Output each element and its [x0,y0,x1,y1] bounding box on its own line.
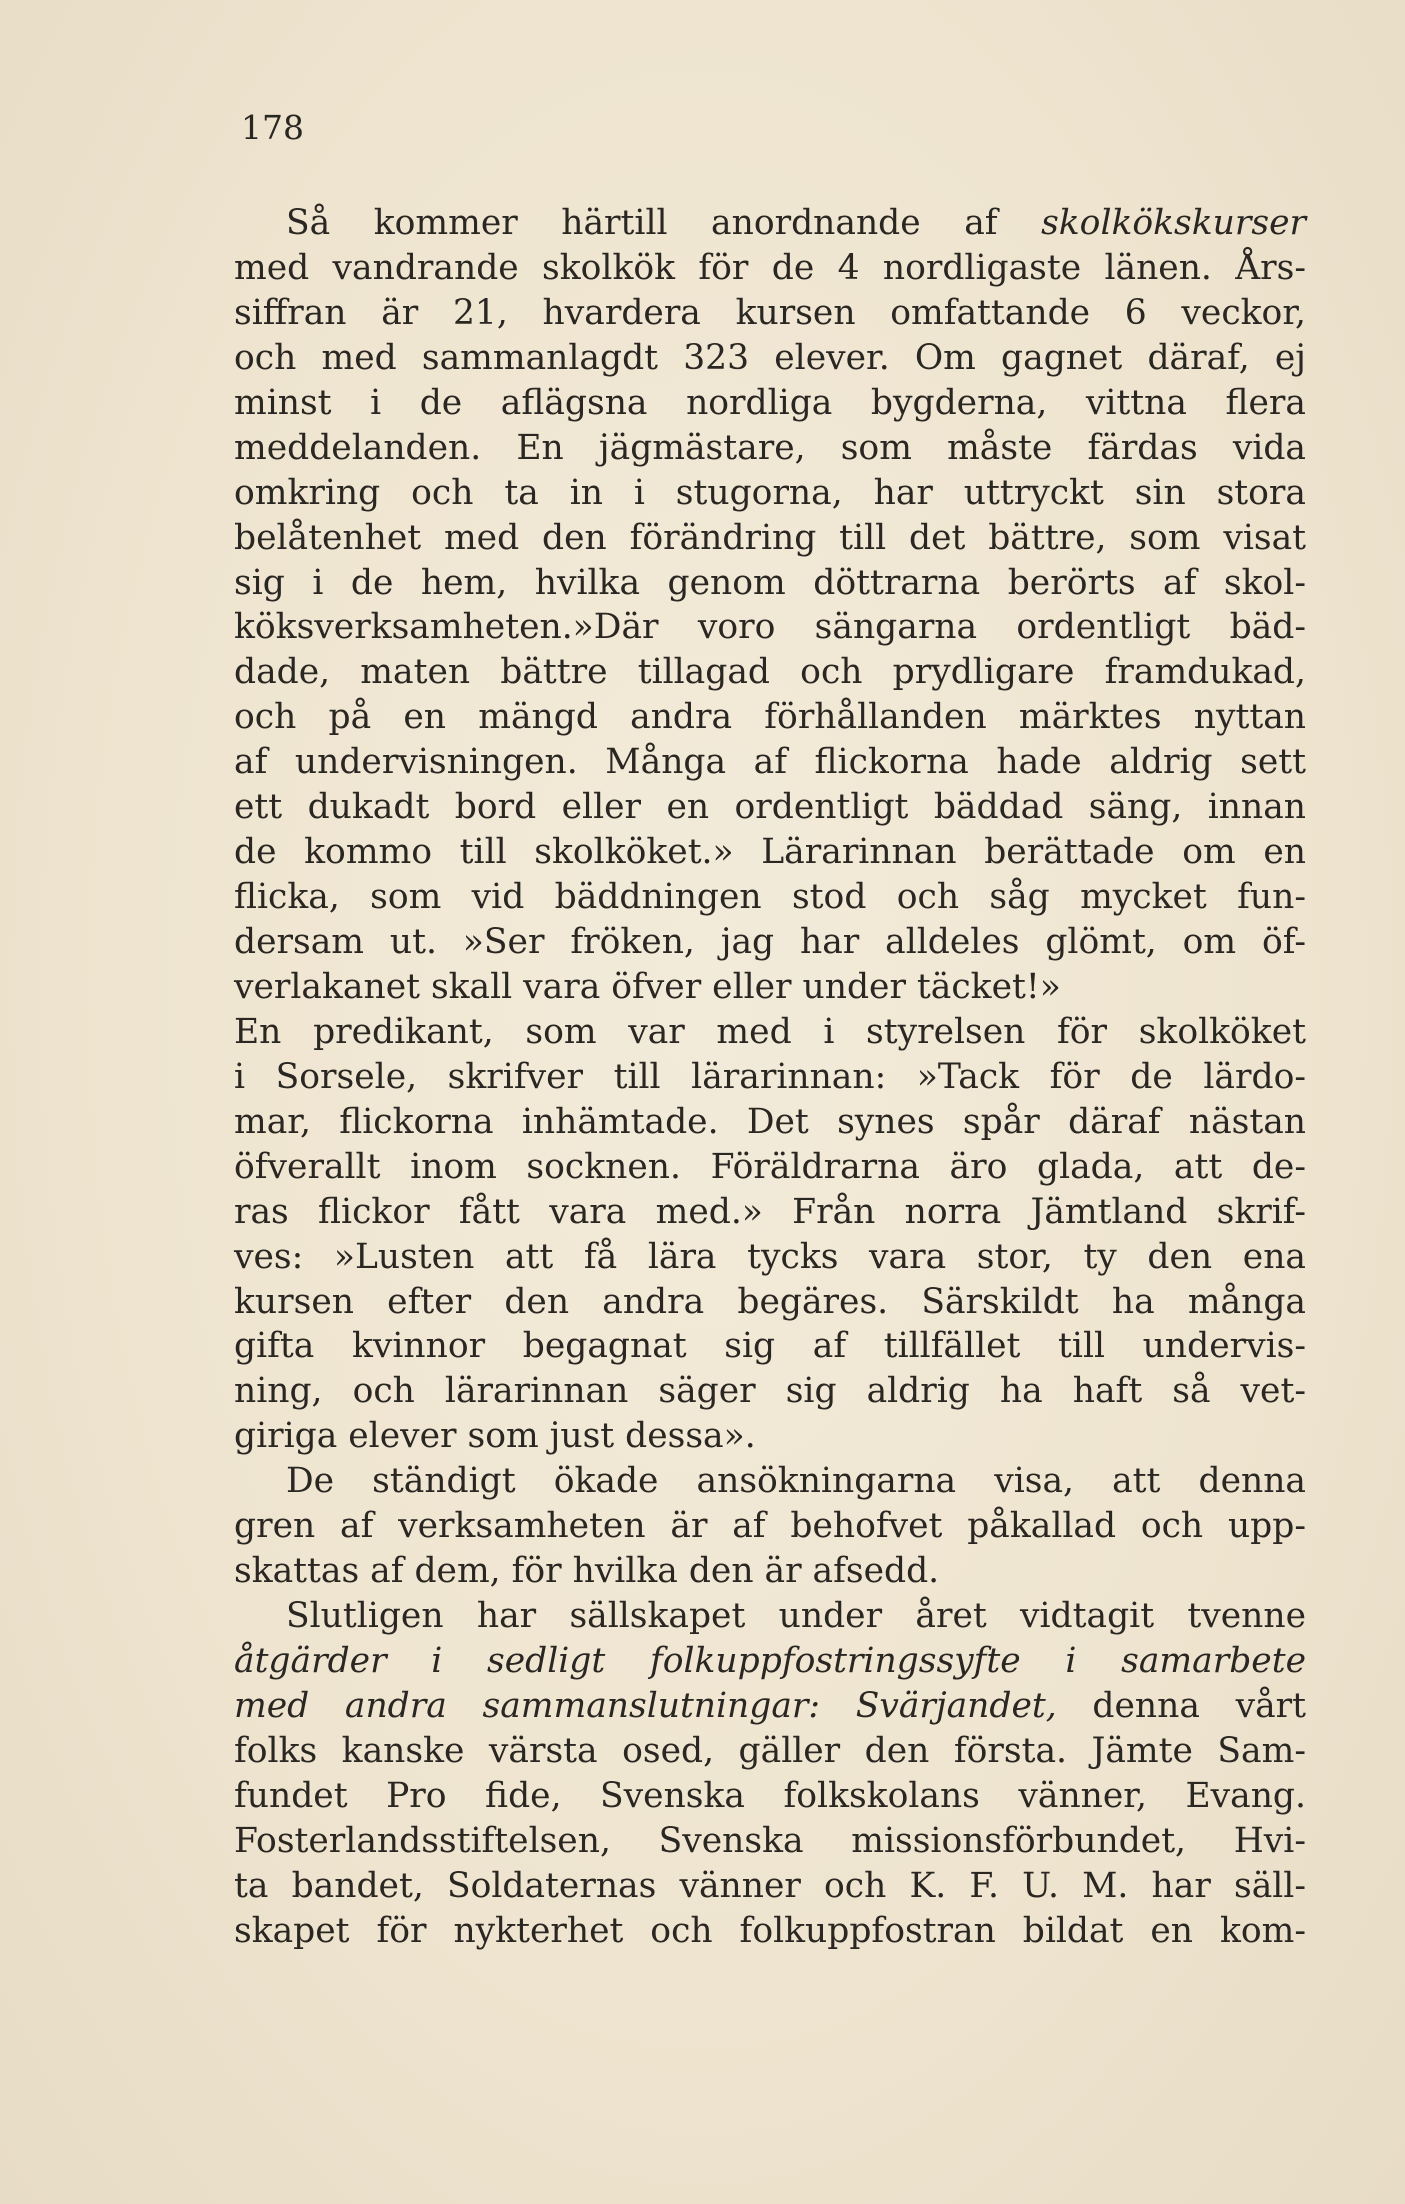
text-line [234,516,1306,561]
text-line [234,291,1306,336]
text-segment: skapet för nykterhet och folkuppfostran bildat en kom- [234,1910,1306,1951]
text-line [234,920,1306,965]
text-line [234,965,1306,1010]
text-line [234,1145,1306,1190]
text-segment: belåtenhet med den förändring till det bättre, som visat [234,517,1306,558]
text-line [234,830,1306,875]
text-segment: ta bandet, Soldaternas vänner och K. F. U. M. har säll- [234,1865,1306,1906]
text-segment: af undervisningen. Många af flickorna hade aldrig sett [234,742,1306,783]
text-segment: ras flickor fått vara med.» Från norra Jämtland skrif- [234,1191,1306,1232]
text-segment: med vandrande skolkök för de 4 nordligaste länen. Års- [234,247,1306,288]
text-segment: dade, maten bättre tillagad och prydligare framdukad, [234,652,1306,693]
body-text [234,201,1306,1954]
text-segment: Slutligen har sällskapet under året vidtagit tvenne [286,1596,1306,1637]
text-line [234,1010,1306,1055]
text-line [234,246,1306,291]
text-segment: En predikant, som var med i styrelsen för skolköket [234,1011,1306,1052]
text-line [234,1639,1306,1684]
text-segment: mar, flickorna inhämtade. Det synes spår däraf nästan [234,1101,1306,1142]
text-line [234,471,1306,516]
text-line [234,1190,1306,1235]
text-segment: flicka, som vid bäddningen stod och såg mycket fun- [234,877,1306,918]
italic-text: åtgärder i sedligt folkuppfostringssyfte i samarbete [234,1641,1306,1681]
text-segment: öfverallt inom socknen. Föräldrarna äro glada, att de- [234,1146,1306,1187]
text-segment: ett dukadt bord eller en ordentligt bäddad säng, innan [234,787,1306,828]
text-line [234,1235,1306,1280]
text-segment: gifta kvinnor begagnat sig af tillfället till undervis- [234,1326,1306,1367]
text-segment: de kommo till skolköket.» Lärarinnan berättade om en [234,832,1306,873]
text-line [234,695,1306,740]
text-segment: gren af verksamheten är af behofvet påkallad och upp- [234,1506,1306,1547]
text-segment: och med sammanlagdt 323 elever. Om gagnet däraf, ej [234,337,1306,378]
text-segment: siffran är 21, hvardera kursen omfattande 6 veckor, [234,292,1306,333]
text-line [234,561,1306,606]
text-segment: omkring och ta in i stugorna, har uttryckt sin stora [234,472,1306,513]
text-segment: Så kommer härtill anordnande af [286,203,1042,243]
text-line [234,1684,1306,1729]
text-line [234,875,1306,920]
text-segment: folks kanske värsta osed, gäller den första. Jämte Sam- [234,1730,1306,1771]
text-line [234,1729,1306,1774]
text-segment: ning, och lärarinnan säger sig aldrig ha haft så vet- [234,1371,1306,1412]
text-segment: kursen efter den andra begäres. Särskildt ha många [234,1281,1306,1322]
text-segment: meddelanden. En jägmästare, som måste färdas vida [234,427,1306,468]
text-line [234,1819,1306,1864]
text-line [234,1504,1306,1549]
text-segment: verlakanet skall vara öfver eller under täcket!» [234,966,1061,1007]
text-segment: giriga elever som just dessa». [234,1416,756,1457]
text-line [234,1369,1306,1414]
text-line [234,1459,1306,1504]
italic-text: skolkökskurser [1041,203,1306,243]
page-number: 178 [241,108,304,147]
text-line [234,605,1306,650]
text-line [234,1864,1306,1909]
text-line [234,785,1306,830]
text-line [234,1324,1306,1369]
text-line [234,1774,1306,1819]
text-line [234,1280,1306,1325]
text-segment: ves: »Lusten att få lära tycks vara stor, ty den ena [234,1236,1306,1277]
text-line [234,426,1306,471]
text-segment: köksverksamheten.»Där voro sängarna ordentligt bäd- [234,607,1306,648]
text-segment: minst i de aflägsna nordliga bygderna, vittna flera [234,382,1306,423]
text-line [234,1055,1306,1100]
text-segment: skattas af dem, för hvilka den är afsedd. [234,1551,940,1592]
text-segment: De ständigt ökade ansökningarna visa, att denna [286,1461,1306,1502]
text-line [234,336,1306,381]
text-segment: dersam ut. »Ser fröken, jag har alldeles glömt, om öf- [234,922,1306,962]
text-line [234,740,1306,785]
text-line [234,1100,1306,1145]
text-line [234,381,1306,426]
text-segment: Fosterlandsstiftelsen, Svenska missionsförbundet, Hvi- [234,1820,1306,1861]
text-line [234,201,1306,246]
text-segment: sig i de hem, hvilka genom döttrarna berörts af skol- [234,562,1306,603]
text-line [234,1594,1306,1639]
italic-text: med andra sammanslutningar: Svärjandet, [234,1685,1057,1726]
text-segment: fundet Pro fide, Svenska folkskolans vänner, Evang. [234,1775,1306,1816]
text-segment: denna vårt [1056,1685,1307,1726]
text-line [234,1414,1306,1459]
text-segment: och på en mängd andra förhållanden märktes nyttan [234,697,1306,738]
text-line [234,1549,1306,1594]
text-segment: i Sorsele, skrifver till lärarinnan: »Tack för de lärdo- [234,1056,1306,1097]
text-line [234,1909,1306,1954]
text-line [234,650,1306,695]
